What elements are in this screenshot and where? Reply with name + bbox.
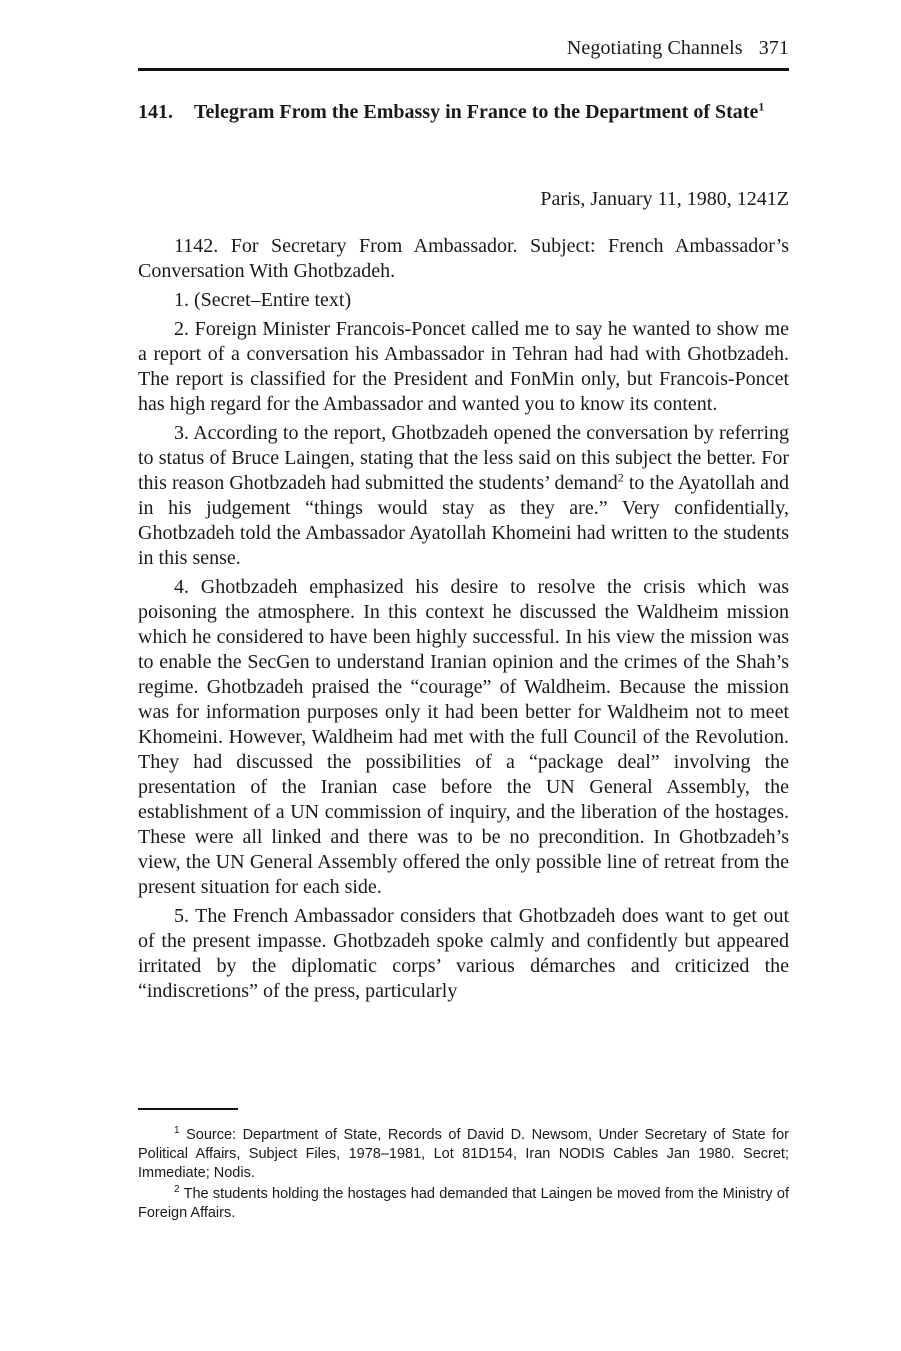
- footnote-1-text: Source: Department of State, Records of David D. Newsom, Under Secretary of State for Political Affairs, Subject Files, 1978–1981, Lot 81D154, Iran NODIS Cables Jan 1980. Secret; Immediate; Nodis.: [138, 1127, 790, 1181]
- paragraph-1: 1. (Secret–Entire text): [174, 289, 352, 311]
- footnote-rule: [138, 1108, 238, 1110]
- document-title: [194, 100, 789, 125]
- paragraph-subject: 1142. For Secretary From Ambassador. Subject: French Ambassador’s Conversation With Ghotbzadeh.: [138, 235, 789, 282]
- header-rule: [138, 68, 789, 71]
- paragraph-3-part-b: to the Ayatollah and in his judgement “things would stay as they are.” Very confidentially, Ghotbzadeh told the Ambassador Ayatollah Khomeini had written to the students in this sense.: [138, 472, 790, 569]
- paragraph-4: 4. Ghotbzadeh emphasized his desire to resolve the crisis which was poisoning the atmosphere. In this context he discussed the Waldheim mission which he considered to have been highly successful. In his view the mission was to enable the SecGen to understand Iranian opinion and the crimes of the Shah’s regime. Ghotbzadeh praised the “courage” of Waldheim. Because the mission was for information purposes only it had been better for Waldheim not to meet Khomeini. However, Waldheim had met with the full Council of the Revolution. They had discussed the possibilities of a “package deal” involving the presentation of the Iranian case before the UN General Assembly, the establishment of a UN commission of inquiry, and the liberation of the hostages. These were all linked and there was to be no precondition. In Ghotbzadeh’s view, the UN General Assembly offered the only possible line of retreat from the present situation for each side.: [138, 576, 789, 898]
- document-number: 141.: [138, 101, 173, 123]
- paragraph-3-part-a: 3. According to the report, Ghotbzadeh opened the conversation by referring to status of Bruce Laingen, stating that the less said on this subject the better. For this reason Ghotbzadeh had submitted the students’ demand: [138, 422, 789, 494]
- footnote-ref-2: 2: [617, 470, 624, 485]
- footnote-1-mark: 1: [174, 1125, 180, 1137]
- paragraph-5: 5. The French Ambassador considers that Ghotbzadeh does want to get out of the present impasse. Ghotbzadeh spoke calmly and confidently but appeared irritated by the diplomatic corps’ various démarches and criticized the “indiscretions” of the press, particularly: [138, 905, 789, 1002]
- dateline: Paris, January 11, 1980, 1241Z: [540, 188, 789, 210]
- footnote-2: [138, 1185, 789, 1223]
- running-head: [567, 37, 789, 60]
- footnote-ref-1: 1: [758, 99, 765, 114]
- footnote-2-text: The students holding the hostages had demanded that Laingen be moved from the Ministry of Foreign Affairs.: [138, 1186, 789, 1221]
- footnote-1: [138, 1126, 789, 1183]
- footnote-2-mark: 2: [174, 1184, 180, 1196]
- section-title: Negotiating Channels: [566, 37, 743, 59]
- paragraph-2: 2. Foreign Minister Francois-Poncet called me to say he wanted to show me a report of a conversation his Ambassador in Tehran had had with Ghotbzadeh. The report is classified for the President and FonMin only, but Francois-Poncet has high regard for the Ambassador and wanted you to know its content.: [138, 318, 789, 415]
- page-number: 371: [758, 37, 789, 59]
- document-heading: [138, 100, 789, 125]
- document-title-text: Telegram From the Embassy in France to the Department of State: [194, 101, 759, 123]
- footnotes: [138, 1126, 789, 1225]
- paragraph-3: [138, 421, 789, 571]
- telegram-body: [138, 234, 789, 1008]
